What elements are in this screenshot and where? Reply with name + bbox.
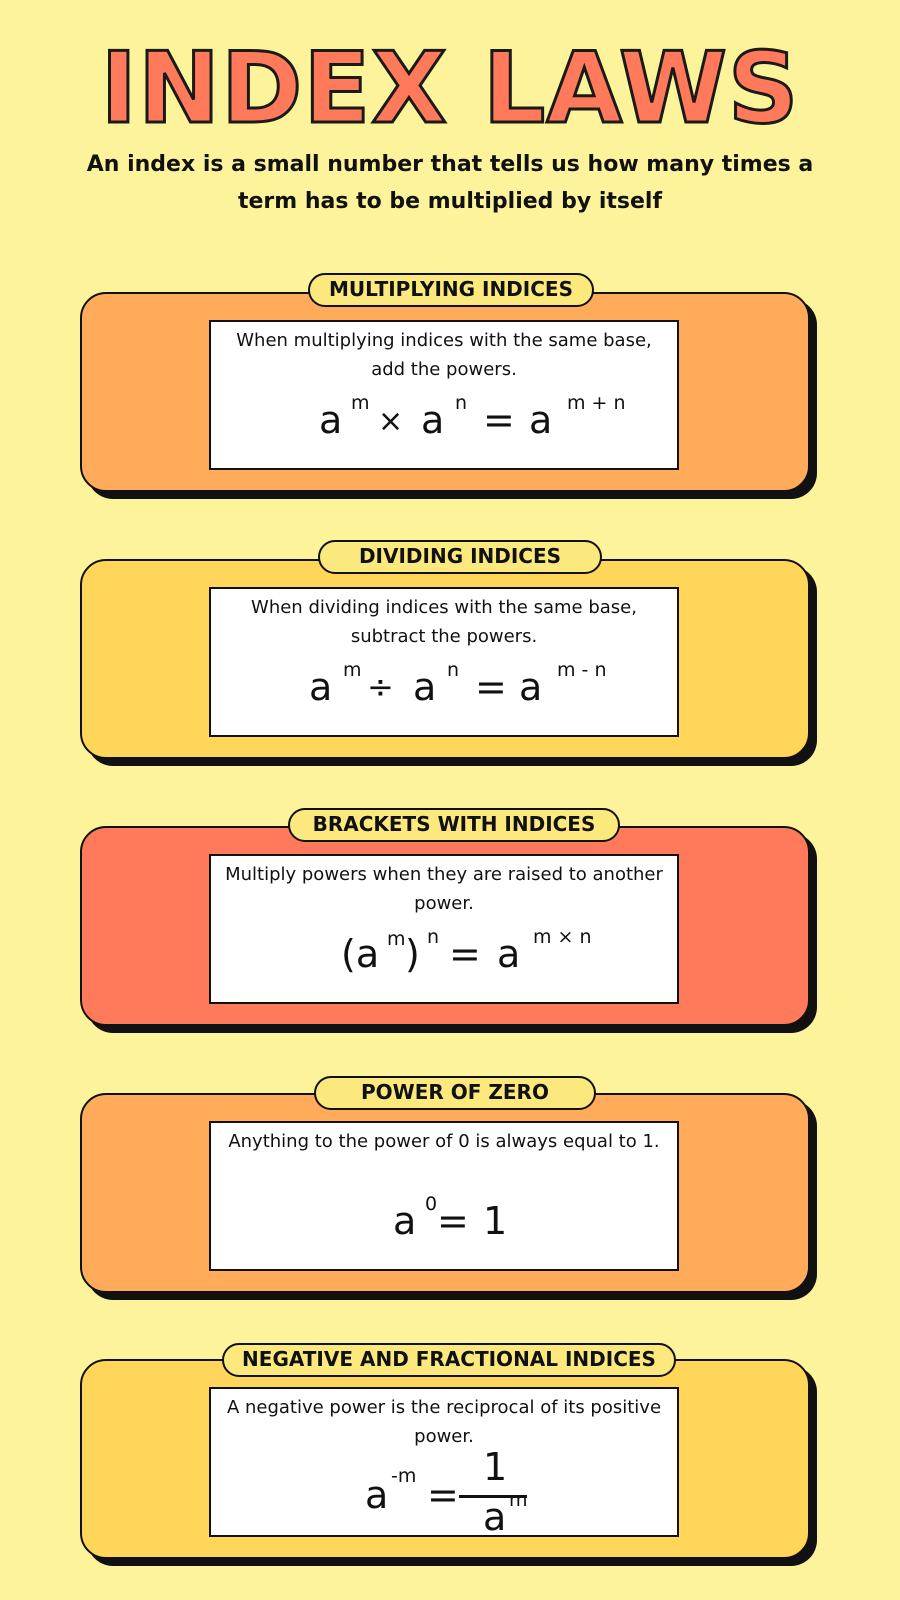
formula-base: a (309, 665, 333, 709)
formula-equals: = (449, 932, 481, 976)
formula-exponent: -m (391, 1465, 417, 1487)
formula-equals: = (437, 1199, 469, 1243)
formula-base: a (319, 398, 343, 442)
formula-base: a (519, 665, 543, 709)
rule-description: When multiplying indices with the same base, add the powers. (236, 330, 652, 380)
rule-formula (211, 926, 677, 996)
section-heading-multiplying: MULTIPLYING INDICES (308, 273, 594, 307)
formula-base: a (497, 932, 521, 976)
rule-box (209, 854, 679, 1004)
fraction-numerator: 1 (483, 1445, 508, 1489)
page-subtitle: An index is a small number that tells us how many times a term has to be multiplied by itself (86, 152, 814, 214)
formula-base: a (393, 1199, 417, 1243)
rule-description: A negative power is the reciprocal of its positive power. (226, 1397, 662, 1447)
formula-base: a (365, 1473, 389, 1517)
formula-exponent: n (455, 392, 468, 414)
formula-exponent: m - n (557, 659, 607, 681)
rule-formula (211, 392, 677, 462)
rule-description: When dividing indices with the same base, subtract the powers. (251, 597, 637, 647)
rule-formula (211, 1445, 677, 1539)
section-heading-power-of-zero: POWER OF ZERO (314, 1076, 596, 1110)
formula-result: 1 (483, 1199, 508, 1243)
card-brackets-with-indices (80, 826, 810, 1026)
formula-exponent: n (427, 926, 440, 948)
formula-exponent: m + n (567, 392, 626, 414)
formula-equals: = (483, 398, 515, 442)
formula-equals: = (475, 665, 507, 709)
formula-operator: × (378, 404, 404, 439)
rule-box (209, 587, 679, 737)
rule-description: Anything to the power of 0 is always equal to 1. (228, 1131, 660, 1152)
formula-exponent: n (447, 659, 460, 681)
formula-base: a (413, 665, 437, 709)
formula-exponent: 0 (425, 1193, 438, 1215)
fraction-denominator-base: a (483, 1495, 507, 1539)
formula-base: a (529, 398, 553, 442)
card-power-of-zero (80, 1093, 810, 1293)
section-heading-dividing: DIVIDING INDICES (318, 540, 602, 574)
rule-description: Multiply powers when they are raised to another power. (225, 864, 663, 914)
card-multiplying-indices (80, 292, 810, 492)
page-title: INDEX LAWS (100, 32, 800, 146)
formula-close-bracket: ) (405, 932, 420, 976)
card-dividing-indices (80, 559, 810, 759)
rule-box (209, 1121, 679, 1271)
rule-formula (211, 659, 677, 729)
rule-formula (211, 1193, 677, 1263)
formula-equals: = (427, 1473, 459, 1517)
card-negative-fractional-indices (80, 1359, 810, 1559)
rule-box (209, 1387, 679, 1537)
formula-exponent: m (343, 659, 362, 681)
section-heading-negative-fractional: NEGATIVE AND FRACTIONAL INDICES (222, 1343, 676, 1377)
rule-box (209, 320, 679, 470)
section-heading-brackets: BRACKETS WITH INDICES (288, 808, 620, 842)
formula-exponent: m × n (533, 926, 592, 948)
formula-base: a (421, 398, 445, 442)
formula-operator: ÷ (367, 668, 394, 706)
formula-exponent: m (351, 392, 370, 414)
fraction-denominator-exponent: m (509, 1489, 528, 1511)
formula-exponent: m (387, 928, 406, 950)
formula-open-bracket: (a (341, 932, 380, 976)
